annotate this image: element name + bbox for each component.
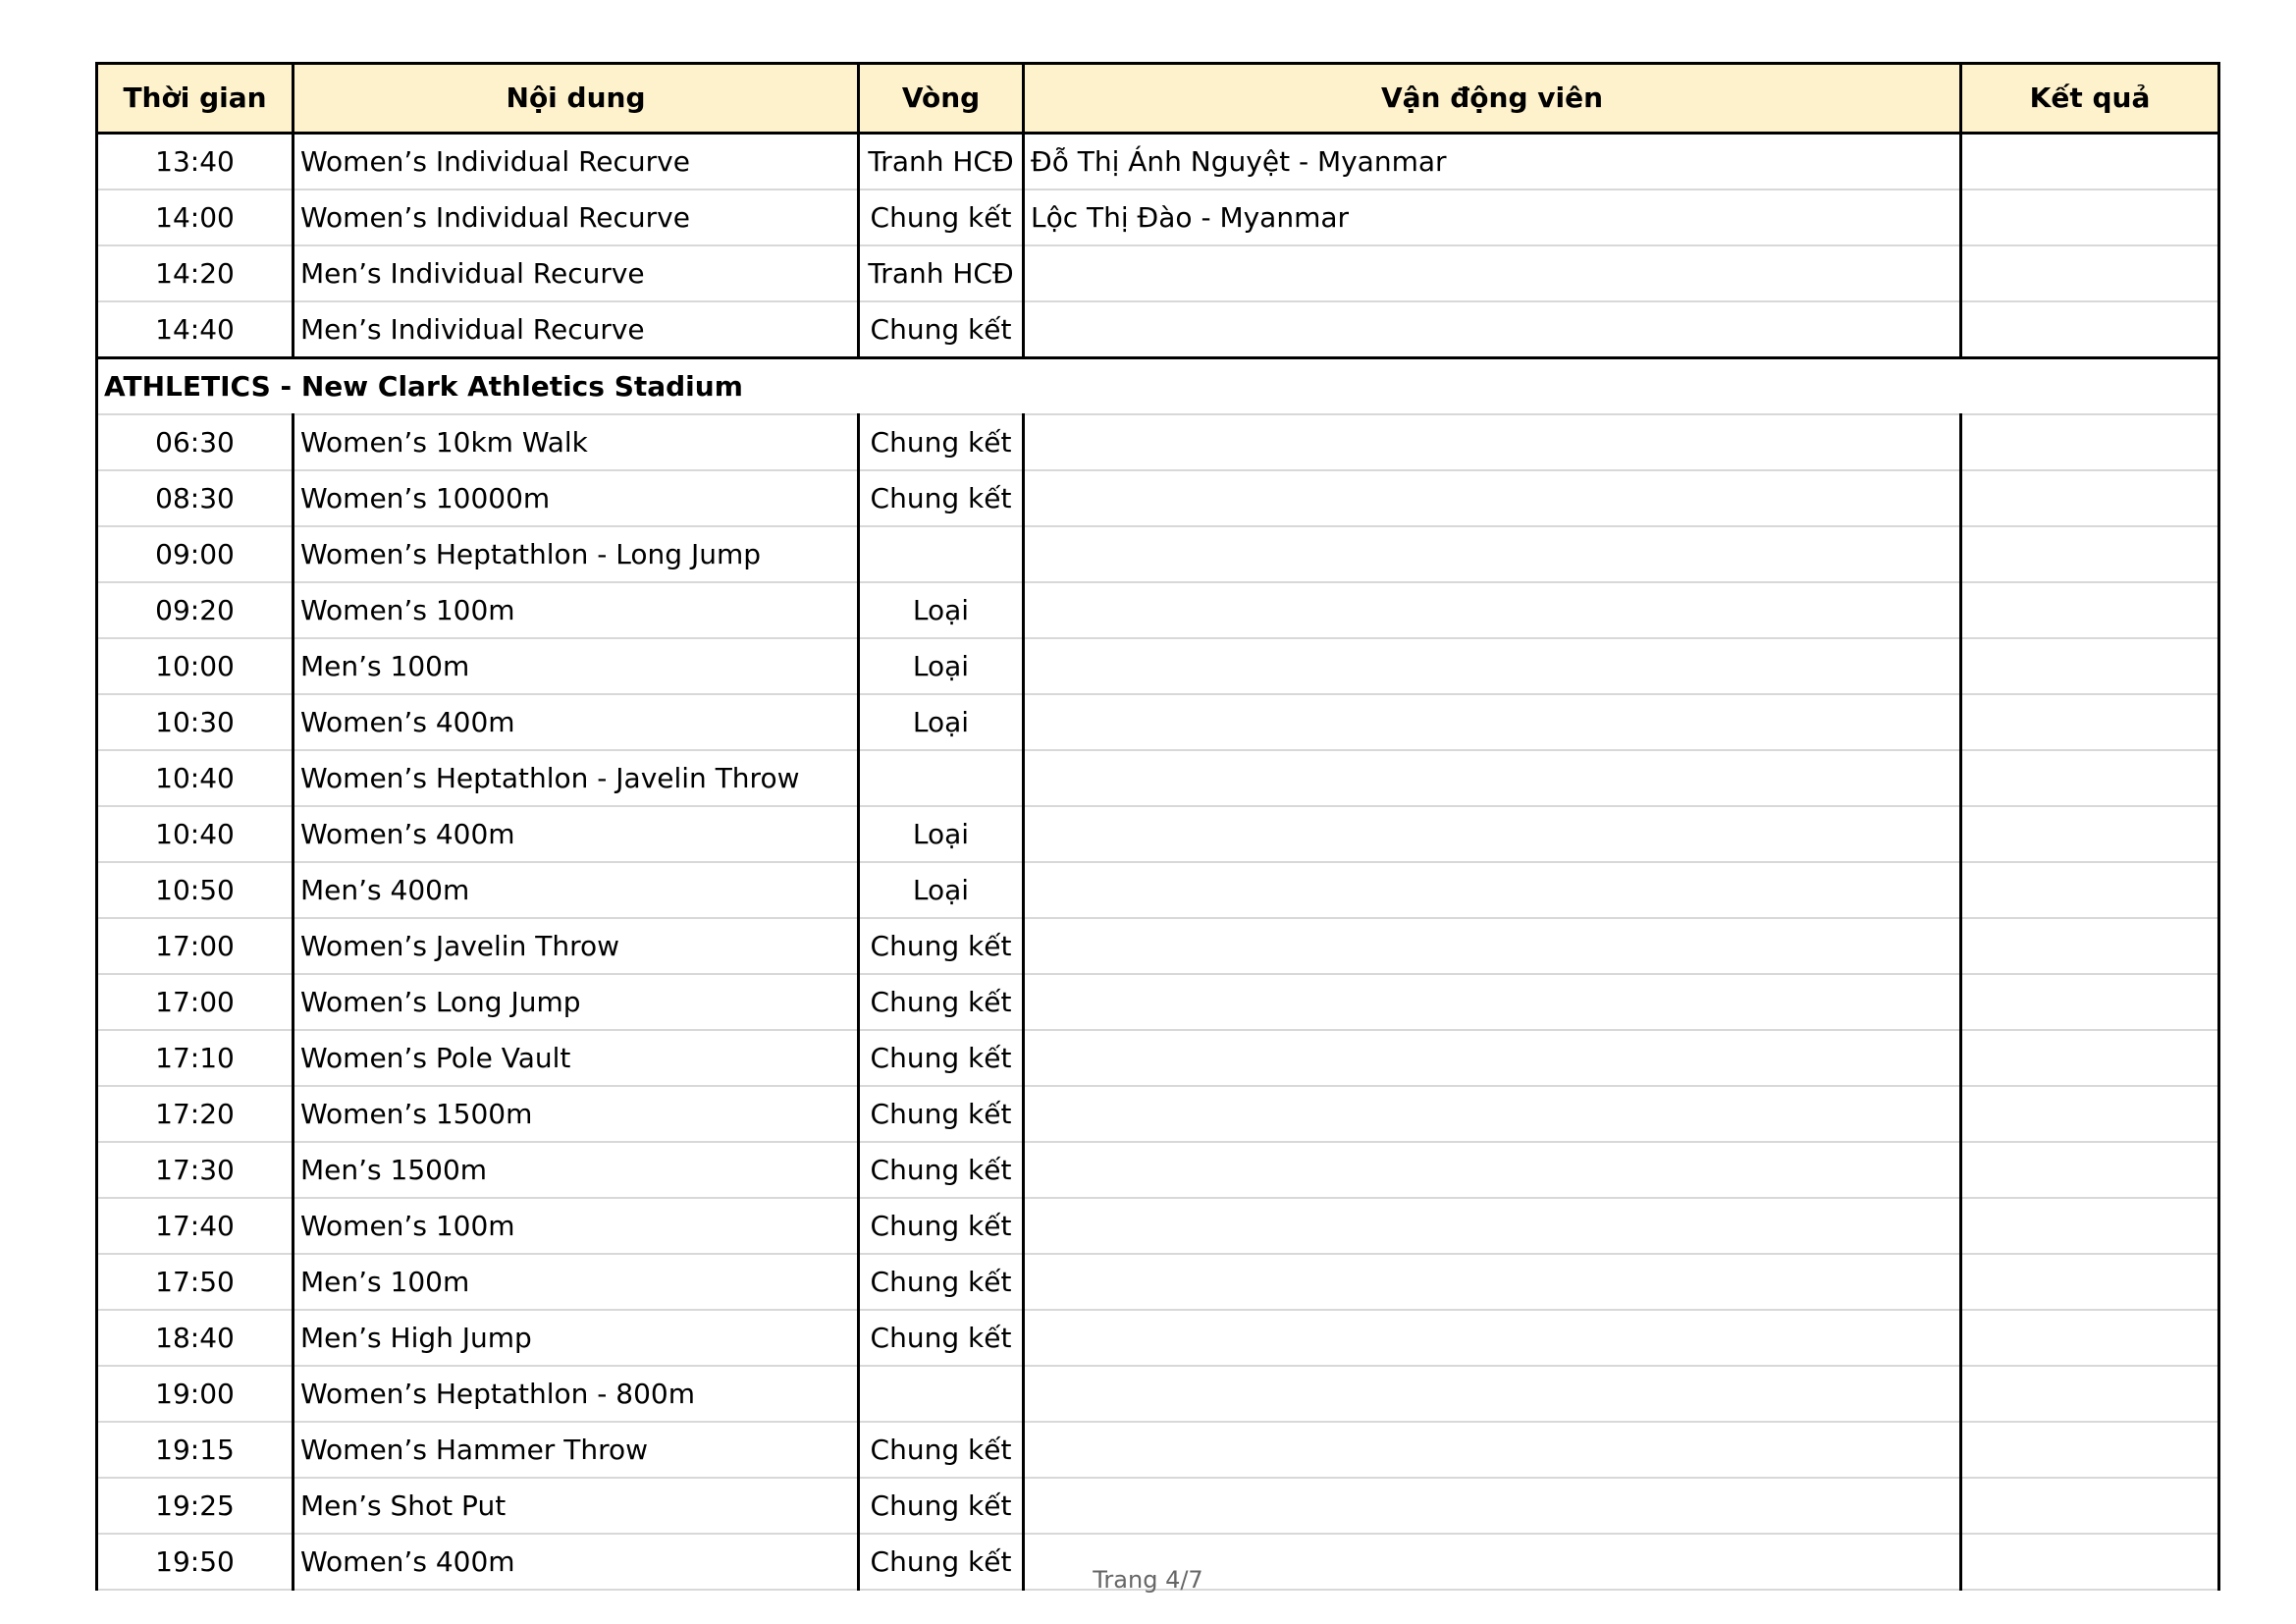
cell-round: Tranh HCĐ: [859, 245, 1024, 301]
cell-result: [1961, 638, 2219, 694]
cell-event: Men’s Individual Recurve: [294, 301, 859, 358]
table-row: [97, 918, 2219, 974]
cell-athlete: [1024, 750, 1961, 806]
cell-round: Chung kết: [859, 918, 1024, 974]
cell-athlete: [1024, 470, 1961, 526]
cell-round: Loại: [859, 694, 1024, 750]
cell-result: [1961, 134, 2219, 190]
cell-round: Tranh HCĐ: [859, 134, 1024, 190]
table-row: [97, 1198, 2219, 1254]
table-row: [97, 189, 2219, 245]
cell-round: Chung kết: [859, 1254, 1024, 1310]
cell-event: Women’s Individual Recurve: [294, 134, 859, 190]
table-row: [97, 245, 2219, 301]
cell-result: [1961, 245, 2219, 301]
cell-athlete: [1024, 694, 1961, 750]
cell-result: [1961, 414, 2219, 470]
cell-result: [1961, 1254, 2219, 1310]
section-title: ATHLETICS - New Clark Athletics Stadium: [97, 358, 2219, 415]
athletics-rows: [97, 414, 2219, 1590]
cell-athlete: [1024, 918, 1961, 974]
header-round: Vòng: [859, 64, 1024, 134]
cell-round: Chung kết: [859, 301, 1024, 358]
cell-time: 14:00: [97, 189, 294, 245]
cell-time: 17:30: [97, 1142, 294, 1198]
cell-round: Loại: [859, 806, 1024, 862]
cell-time: 18:40: [97, 1310, 294, 1366]
cell-event: Women’s Pole Vault: [294, 1030, 859, 1086]
cell-result: [1961, 301, 2219, 358]
cell-round: [859, 1366, 1024, 1422]
cell-time: 17:40: [97, 1198, 294, 1254]
table-row: [97, 750, 2219, 806]
cell-result: [1961, 1310, 2219, 1366]
cell-event: Women’s Hammer Throw: [294, 1422, 859, 1478]
table-row: [97, 862, 2219, 918]
cell-result: [1961, 1478, 2219, 1534]
cell-round: Chung kết: [859, 974, 1024, 1030]
cell-event: Men’s Shot Put: [294, 1478, 859, 1534]
cell-result: [1961, 918, 2219, 974]
cell-result: [1961, 694, 2219, 750]
cell-time: 10:40: [97, 806, 294, 862]
cell-result: [1961, 1422, 2219, 1478]
cell-athlete: [1024, 862, 1961, 918]
cell-result: [1961, 1198, 2219, 1254]
cell-round: Chung kết: [859, 470, 1024, 526]
table-row: [97, 1254, 2219, 1310]
cell-event: Women’s Individual Recurve: [294, 189, 859, 245]
cell-round: Chung kết: [859, 1534, 1024, 1590]
cell-result: [1961, 806, 2219, 862]
cell-result: [1961, 582, 2219, 638]
cell-event: Women’s 400m: [294, 1534, 859, 1590]
table-row: [97, 414, 2219, 470]
cell-time: 17:50: [97, 1254, 294, 1310]
cell-athlete: [1024, 414, 1961, 470]
cell-result: [1961, 189, 2219, 245]
table-row: [97, 1030, 2219, 1086]
cell-result: [1961, 974, 2219, 1030]
table-row: [97, 1422, 2219, 1478]
cell-athlete: [1024, 806, 1961, 862]
cell-round: Chung kết: [859, 1422, 1024, 1478]
cell-event: Women’s 1500m: [294, 1086, 859, 1142]
cell-time: 17:10: [97, 1030, 294, 1086]
cell-round: Loại: [859, 582, 1024, 638]
cell-event: Women’s Javelin Throw: [294, 918, 859, 974]
header-event: Nội dung: [294, 64, 859, 134]
header-row: [97, 64, 2219, 134]
cell-time: 08:30: [97, 470, 294, 526]
cell-time: 19:50: [97, 1534, 294, 1590]
cell-time: 17:20: [97, 1086, 294, 1142]
cell-athlete: [1024, 974, 1961, 1030]
table-row: [97, 1478, 2219, 1534]
table-row: [97, 974, 2219, 1030]
cell-round: Chung kết: [859, 189, 1024, 245]
cell-event: Men’s High Jump: [294, 1310, 859, 1366]
cell-result: [1961, 526, 2219, 582]
cell-result: [1961, 862, 2219, 918]
cell-round: Chung kết: [859, 1310, 1024, 1366]
cell-result: [1961, 1086, 2219, 1142]
cell-athlete: [1024, 1254, 1961, 1310]
cell-athlete: [1024, 1030, 1961, 1086]
cell-round: Chung kết: [859, 1142, 1024, 1198]
cell-result: [1961, 1030, 2219, 1086]
cell-athlete: [1024, 1422, 1961, 1478]
cell-event: Women’s 400m: [294, 806, 859, 862]
page-number: Trang 4/7: [1093, 1566, 1203, 1594]
cell-time: 19:25: [97, 1478, 294, 1534]
header-athlete: Vận động viên: [1024, 64, 1961, 134]
cell-round: Chung kết: [859, 1030, 1024, 1086]
cell-result: [1961, 470, 2219, 526]
cell-round: Chung kết: [859, 1478, 1024, 1534]
cell-event: Women’s Long Jump: [294, 974, 859, 1030]
athletics-section: [97, 358, 2219, 415]
table-row: [97, 806, 2219, 862]
cell-athlete: [1024, 1310, 1961, 1366]
cell-time: 19:15: [97, 1422, 294, 1478]
cell-time: 17:00: [97, 974, 294, 1030]
cell-event: Men’s 100m: [294, 638, 859, 694]
cell-event: Women’s 10000m: [294, 470, 859, 526]
cell-event: Women’s 400m: [294, 694, 859, 750]
schedule-table: [95, 62, 2220, 1591]
cell-time: 10:40: [97, 750, 294, 806]
cell-result: [1961, 750, 2219, 806]
cell-event: Men’s Individual Recurve: [294, 245, 859, 301]
header-time: Thời gian: [97, 64, 294, 134]
cell-athlete: [1024, 1198, 1961, 1254]
cell-event: Women’s 10km Walk: [294, 414, 859, 470]
cell-result: [1961, 1366, 2219, 1422]
cell-round: [859, 750, 1024, 806]
cell-event: Men’s 1500m: [294, 1142, 859, 1198]
cell-athlete: [1024, 301, 1961, 358]
cell-athlete: Đỗ Thị Ánh Nguyệt - Myanmar: [1024, 134, 1961, 190]
table-row: [97, 134, 2219, 190]
cell-athlete: [1024, 1366, 1961, 1422]
cell-event: Women’s 100m: [294, 1198, 859, 1254]
cell-event: Women’s 100m: [294, 582, 859, 638]
cell-round: Loại: [859, 638, 1024, 694]
cell-time: 17:00: [97, 918, 294, 974]
table-row: [97, 638, 2219, 694]
cell-event: Women’s Heptathlon - Long Jump: [294, 526, 859, 582]
section-row: [97, 358, 2219, 415]
table-row: [97, 1310, 2219, 1366]
cell-athlete: [1024, 638, 1961, 694]
table-row: [97, 470, 2219, 526]
cell-time: 14:40: [97, 301, 294, 358]
table-row: [97, 1086, 2219, 1142]
cell-event: Men’s 400m: [294, 862, 859, 918]
cell-athlete: [1024, 526, 1961, 582]
cell-time: 09:00: [97, 526, 294, 582]
cell-result: [1961, 1142, 2219, 1198]
cell-athlete: [1024, 1142, 1961, 1198]
table-row: [97, 582, 2219, 638]
cell-athlete: Lộc Thị Đào - Myanmar: [1024, 189, 1961, 245]
cell-time: 19:00: [97, 1366, 294, 1422]
table-row: [97, 526, 2219, 582]
cell-round: Chung kết: [859, 1086, 1024, 1142]
cell-round: [859, 526, 1024, 582]
cell-time: 13:40: [97, 134, 294, 190]
table-row: [97, 1142, 2219, 1198]
cell-athlete: [1024, 245, 1961, 301]
cell-time: 10:00: [97, 638, 294, 694]
cell-time: 14:20: [97, 245, 294, 301]
archery-rows: [97, 134, 2219, 358]
header-result: Kết quả: [1961, 64, 2219, 134]
table-row: [97, 694, 2219, 750]
cell-athlete: [1024, 1086, 1961, 1142]
cell-athlete: [1024, 582, 1961, 638]
cell-event: Women’s Heptathlon - 800m: [294, 1366, 859, 1422]
cell-round: Chung kết: [859, 414, 1024, 470]
cell-event: Men’s 100m: [294, 1254, 859, 1310]
table-row: [97, 1366, 2219, 1422]
cell-event: Women’s Heptathlon - Javelin Throw: [294, 750, 859, 806]
cell-time: 09:20: [97, 582, 294, 638]
cell-round: Loại: [859, 862, 1024, 918]
cell-round: Chung kết: [859, 1198, 1024, 1254]
cell-athlete: [1024, 1478, 1961, 1534]
table-row: [97, 301, 2219, 358]
cell-time: 06:30: [97, 414, 294, 470]
cell-time: 10:30: [97, 694, 294, 750]
cell-time: 10:50: [97, 862, 294, 918]
